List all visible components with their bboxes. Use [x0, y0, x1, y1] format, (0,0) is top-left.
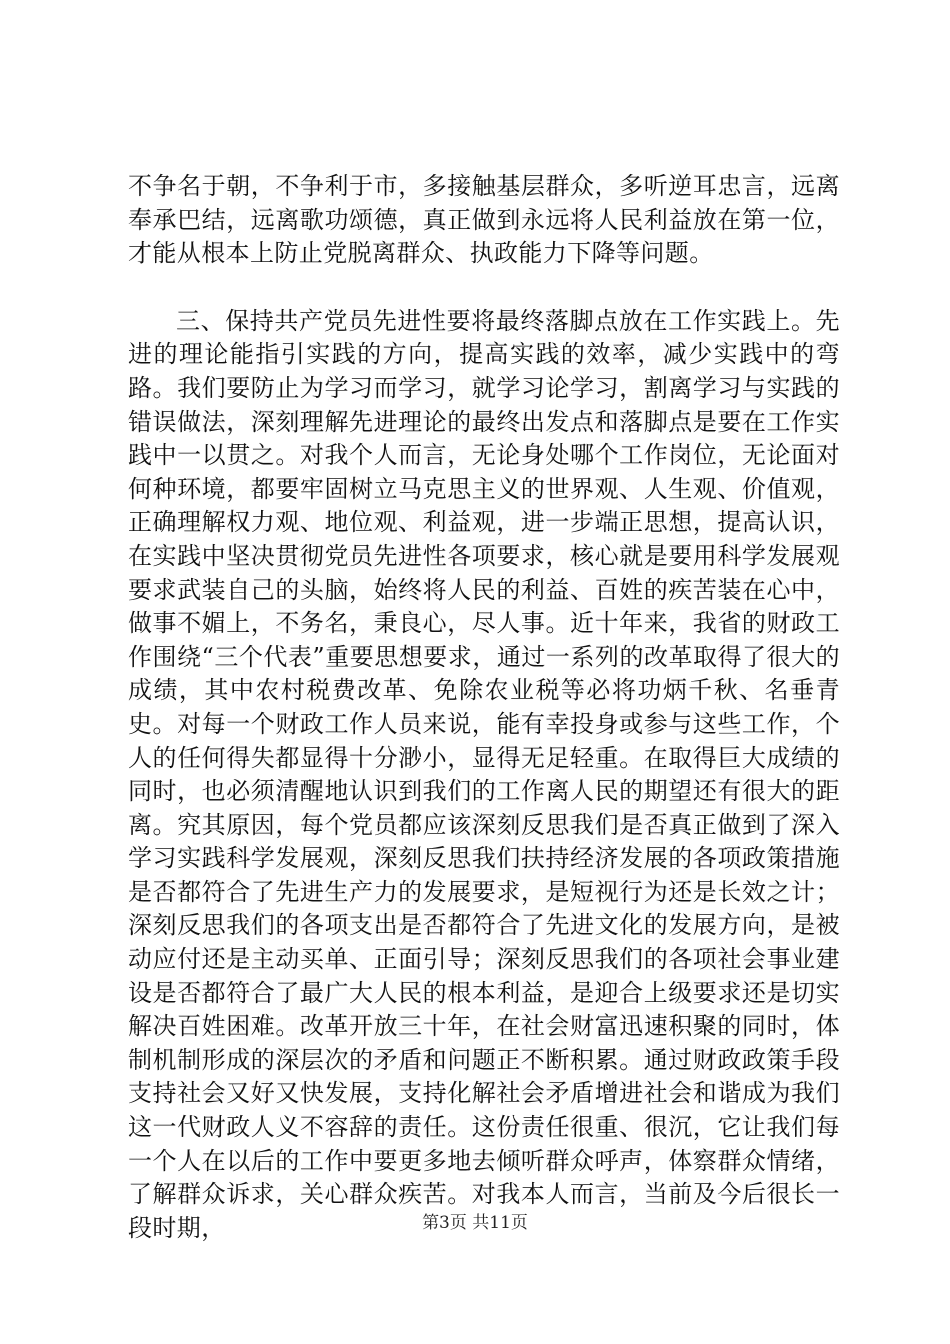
- page-number-footer: 第3页 共11页: [422, 1213, 528, 1233]
- document-body: [128, 170, 840, 1245]
- paragraph-spacer: [128, 271, 840, 305]
- paragraph-section-three: 三、保持共产党员先进性要将最终落脚点放在工作实践上。先进的理论能指引实践的方向，提高实践的效率，减少实践中的弯路。我们要防止为学习而学习，就学习论学习，割离学习与实践的错误做法，深刻理解先进理论的最终出发点和落脚点是要在工作实践中一以贯之。对我个人而言，无论身处哪个工作岗位，无论面对何种环境，都要牢固树立马克思主义的世界观、人生观、价值观，正确理解权力观、地位观、利益观，进一步端正思想，提高认识，在实践中坚决贯彻党员先进性各项要求，核心就是要用科学发展观要求武装自己的头脑，始终将人民的利益、百姓的疾苦装在心中，做事不媚上，不务名，秉良心，尽人事。近十年来，我省的财政工作围绕“三个代表”重要思想要求，通过一系列的改革取得了很大的成绩，其中农村税费改革、免除农业税等必将功炳千秋、名垂青史。对每一个财政工作人员来说，能有幸投身或参与这些工作，个人的任何得失都显得十分渺小，显得无足轻重。在取得巨大成绩的同时，也必须清醒地认识到我们的工作离人民的期望还有很大的距离。究其原因，每个党员都应该深刻反思我们是否真正做到了深入学习实践科学发展观，深刻反思我们扶持经济发展的各项政策措施是否都符合了先进生产力的发展要求，是短视行为还是长效之计；深刻反思我们的各项支出是否都符合了先进文化的发展方向，是被动应付还是主动买单、正面引导；深刻反思我们的各项社会事业建设是否都符合了最广大人民的根本利益，是迎合上级要求还是切实解决百姓困难。改革开放三十年，在社会财富迅速积聚的同时，体制机制形成的深层次的矛盾和问题正不断积累。通过财政政策手段支持社会又好又快发展，支持化解社会矛盾增进社会和谐成为我们这一代财政人义不容辞的责任。这份责任很重、很沉，它让我们每一个人在以后的工作中要更多地去倾听群众呼声，体察群众情绪，了解群众诉求，关心群众疾苦。对我本人而言，当前及今后很长一段时期，: [128, 306, 840, 1242]
- paragraph-continuation: 不争名于朝，不争利于市，多接触基层群众，多听逆耳忠言，远离奉承巴结，远离歌功颂德，真正做到永远将人民利益放在第一位，才能从根本上防止党脱离群众、执政能力下降等问题。: [128, 172, 840, 268]
